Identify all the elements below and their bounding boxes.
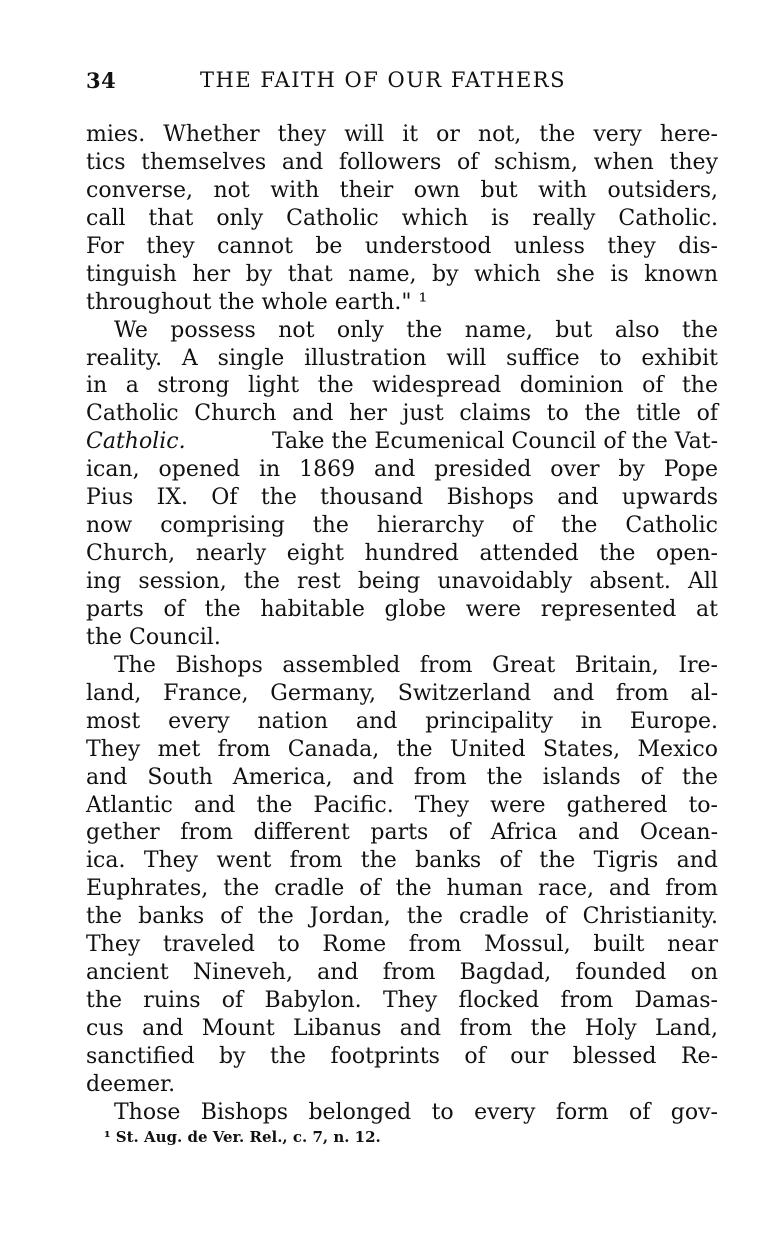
text-line: ing session, the rest being unavoidably absent. All [86, 569, 718, 594]
text-line: now comprising the hierarchy of the Catholic [86, 513, 718, 539]
text-line: Atlantic and the Pacific. They were gathered to- [86, 792, 718, 818]
text-line: the ruins of Babylon. They flocked from Damas- [86, 988, 718, 1014]
text-line: and South America, and from the islands of the [86, 764, 718, 790]
text-line: tinguish her by that name, by which she is known [86, 261, 718, 287]
text-line: ica. They went from the banks of the Tigris and [86, 848, 718, 874]
text-line: sanctified by the footprints of our blessed Re- [86, 1043, 718, 1069]
running-title: THE FAITH OF OUR FATHERS [200, 68, 567, 92]
text-line: tics themselves and followers of schism, when they [86, 149, 718, 175]
text-line: the Council. [86, 624, 221, 650]
text-line: For they cannot be understood unless they dis- [86, 233, 718, 259]
text-fragment: Take the Ecumenical Council of the Vat- [271, 429, 718, 455]
text-line: Euphrates, the cradle of the human race, and from [86, 876, 718, 902]
text-line: deemer. [86, 1071, 176, 1097]
italic-catholic: Catholic. [86, 429, 186, 455]
page-header [86, 68, 706, 98]
text-line: Catholic Church and her just claims to the title of [86, 401, 718, 427]
text-line: mies. Whether they will it or not, the very here- [86, 122, 718, 147]
body-text [86, 121, 718, 1127]
page-number: 34 [86, 68, 117, 93]
text-line-with-italic [86, 428, 718, 456]
text-line: They met from Canada, the United States, Mexico [86, 736, 718, 762]
text-line: Church, nearly eight hundred attended the open- [86, 541, 718, 567]
paragraph-start: The Bishops assembled from Great Britain, Ire- [114, 652, 718, 678]
text-line: in a strong light the widespread dominion of the [86, 373, 718, 399]
footnote: ¹ St. Aug. de Ver. Rel., c. 7, n. 12. [104, 1128, 381, 1146]
text-line: Pius IX. Of the thousand Bishops and upwards [86, 485, 718, 511]
text-line: the banks of the Jordan, the cradle of Christianity. [86, 904, 718, 930]
text-line: throughout the whole earth." ¹ [86, 289, 428, 315]
text-line: land, France, Germany, Switzerland and from al- [86, 680, 718, 706]
text-line: call that only Catholic which is really Catholic. [86, 205, 718, 231]
text-line: cus and Mount Libanus and from the Holy Land, [86, 1016, 718, 1041]
text-line: They traveled to Rome from Mossul, built near [86, 932, 718, 958]
text-line: parts of the habitable globe were represented at [86, 596, 718, 622]
text-line: most every nation and principality in Europe. [86, 708, 718, 734]
paragraph-start: Those Bishops belonged to every form of gov- [114, 1099, 718, 1125]
text-line: ican, opened in 1869 and presided over by Pope [86, 457, 718, 483]
text-line: gether from different parts of Africa and Ocean- [86, 820, 718, 846]
text-line: converse, not with their own but with outsiders, [86, 177, 718, 203]
text-line: ancient Nineveh, and from Bagdad, founded on [86, 960, 718, 986]
text-line: reality. A single illustration will suffice to exhibit [86, 345, 718, 371]
paragraph-start: We possess not only the name, but also the [114, 317, 718, 343]
